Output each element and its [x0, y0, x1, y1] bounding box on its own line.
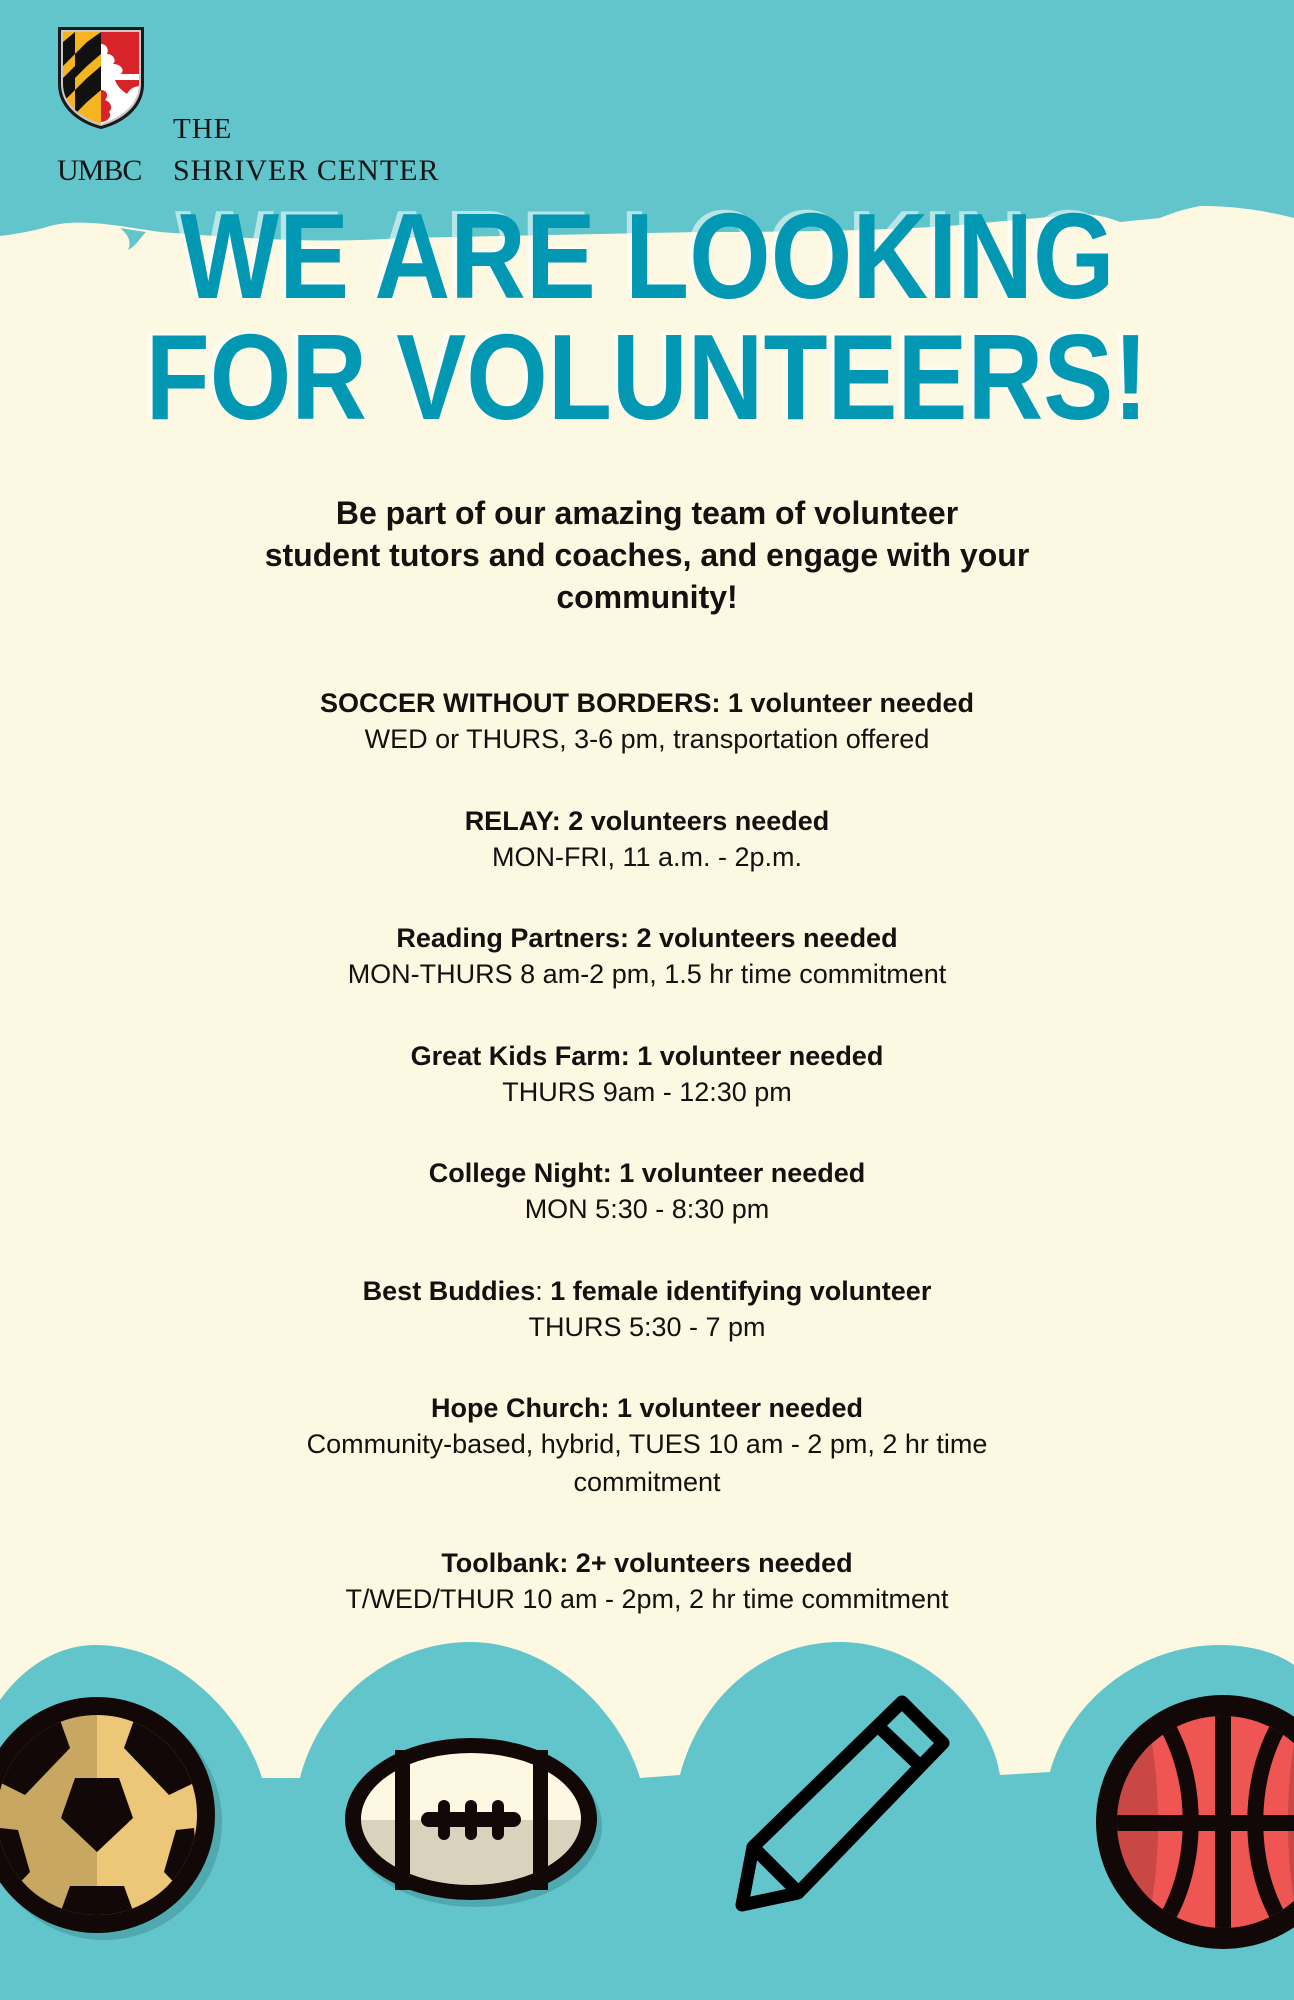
opportunity-heading	[150, 1391, 1144, 1425]
opportunity-details: Community-based, hybrid, TUES 10 am - 2 pm, 2 hr time commitment	[306, 1429, 988, 1497]
volunteers-needed: : 2 volunteers needed	[551, 805, 830, 836]
umbc-wordmark: UMBC	[57, 154, 142, 187]
opportunity-details: THURS 5:30 - 7 pm	[528, 1311, 766, 1342]
intro-text	[200, 492, 1094, 618]
logo-the: THE	[173, 113, 233, 145]
opportunity-heading	[150, 1039, 1144, 1073]
opportunity-heading	[150, 1156, 1144, 1190]
opportunity-item	[150, 1546, 1144, 1664]
org-name: Toolbank	[441, 1548, 560, 1578]
opportunity-heading	[150, 804, 1144, 838]
volunteers-needed: : 2 volunteers needed	[619, 923, 898, 953]
colon: :	[535, 1275, 543, 1306]
opportunity-item	[150, 921, 1144, 1039]
volunteers-needed: 1 female identifying volunteer	[542, 1275, 932, 1306]
volunteers-needed: : 2+ volunteers needed	[559, 1548, 853, 1578]
org-name: RELAY	[464, 805, 552, 836]
org-name: Hope Church	[430, 1393, 601, 1423]
opportunity-item	[150, 1391, 1144, 1546]
opportunity-heading	[150, 1546, 1144, 1580]
opportunity-item	[150, 804, 1144, 922]
opportunity-heading	[150, 921, 1144, 955]
opportunity-details: MON-FRI, 11 a.m. - 2p.m.	[491, 841, 803, 872]
intro-line-1: Be part of our amazing team of volunteer	[335, 495, 959, 531]
opportunity-details: MON-THURS 8 am-2 pm, 1.5 hr time commitment	[347, 959, 947, 989]
volunteers-needed: : 1 volunteer needed	[711, 688, 975, 718]
org-name: Best Buddies	[362, 1275, 536, 1306]
logo-center-name: SHRIVER CENTER	[173, 154, 440, 187]
opportunity-details: WED or THURS, 3-6 pm, transportation offered	[364, 724, 930, 754]
headline-line-2: FOR VOLUNTEERS!	[145, 309, 1149, 445]
org-name: College Night	[428, 1158, 603, 1188]
opportunity-item	[150, 686, 1144, 804]
org-name: SOCCER WITHOUT BORDERS	[319, 688, 712, 718]
org-name: Reading Partners	[396, 923, 620, 953]
opportunity-heading	[150, 686, 1144, 720]
opportunity-details: T/WED/THUR 10 am - 2pm, 2 hr time commitment	[345, 1584, 949, 1614]
volunteers-needed: : 1 volunteer needed	[602, 1158, 866, 1188]
volunteers-needed: : 1 volunteer needed	[600, 1393, 864, 1423]
opportunity-heading	[150, 1274, 1144, 1308]
opportunity-list	[150, 686, 1144, 1664]
intro-line-3: community!	[556, 579, 738, 615]
shriver-center-logo	[55, 24, 525, 187]
headline-line-1: WE ARE LOOKING	[179, 188, 1115, 324]
volunteers-needed: : 1 volunteer needed	[620, 1040, 884, 1071]
intro-line-2: student tutors and coaches, and engage with your	[264, 537, 1030, 573]
opportunity-details: THURS 9am - 12:30 pm	[502, 1076, 792, 1107]
bottom-teal-wave	[0, 1642, 1294, 2000]
opportunity-details: MON 5:30 - 8:30 pm	[524, 1194, 770, 1224]
umbc-shield-icon	[55, 24, 147, 130]
opportunity-item	[150, 1156, 1144, 1274]
opportunity-item	[150, 1039, 1144, 1157]
org-name: Great Kids Farm	[410, 1040, 621, 1071]
opportunity-item	[150, 1274, 1144, 1392]
